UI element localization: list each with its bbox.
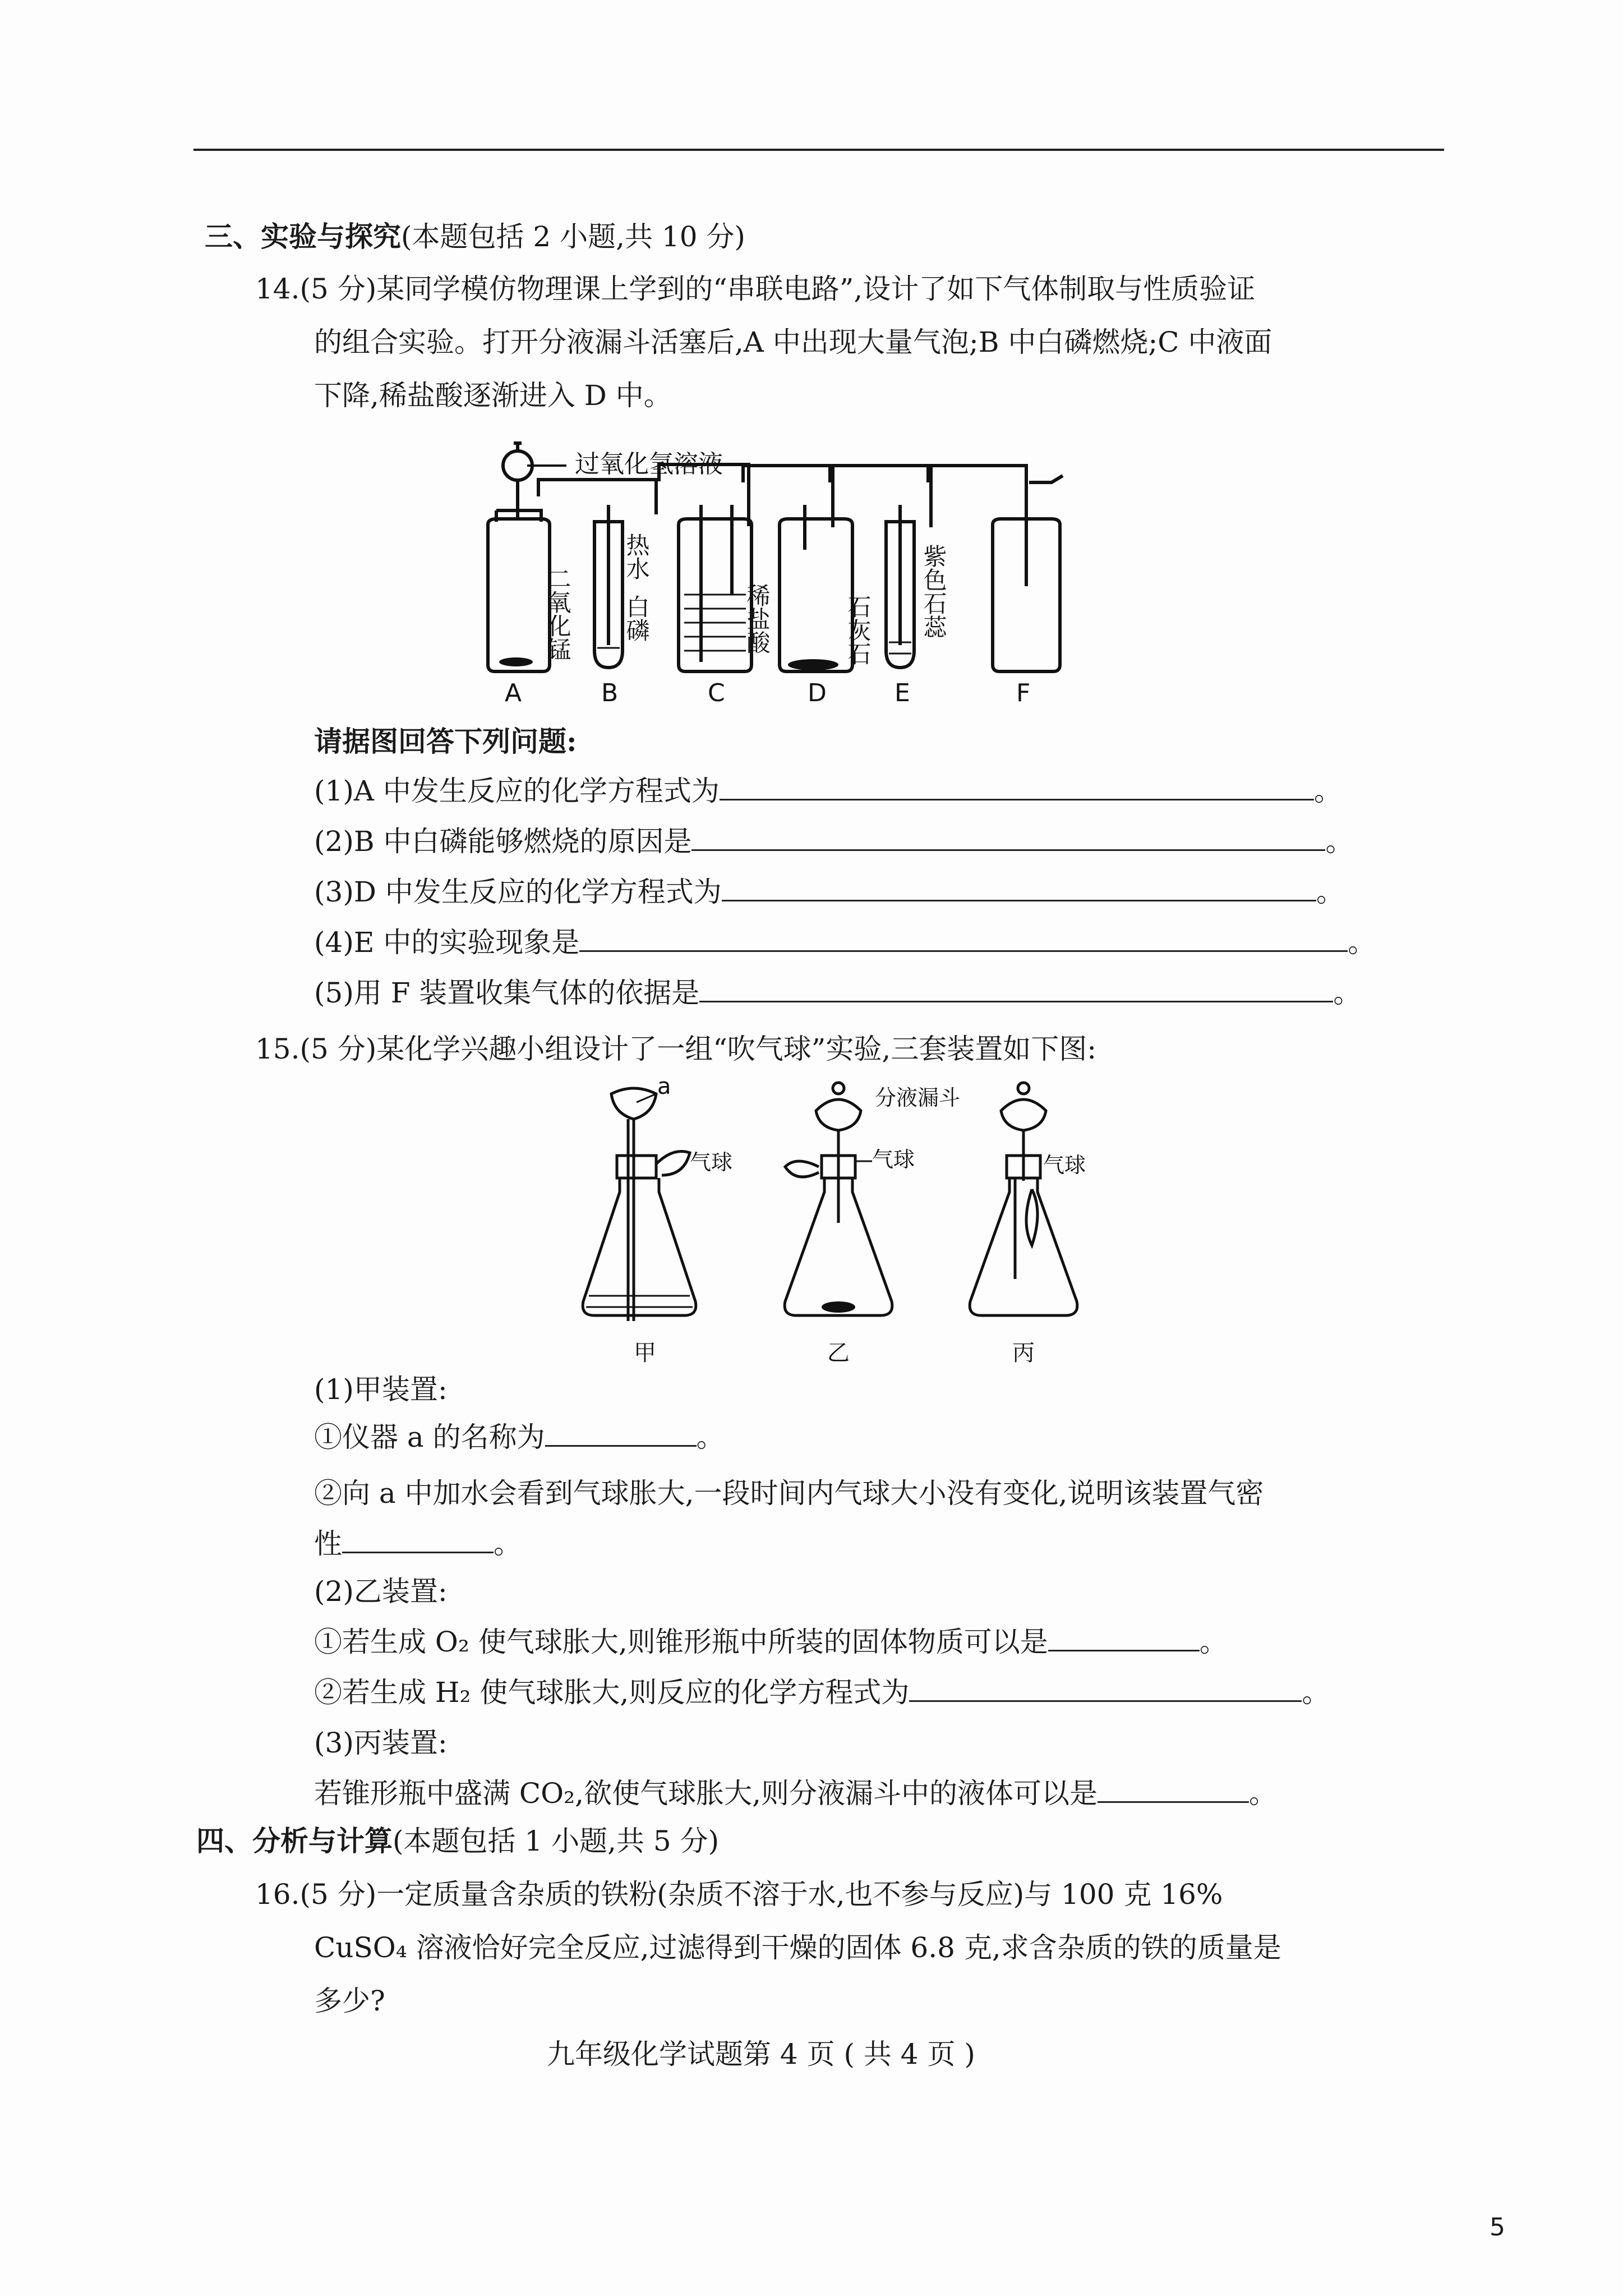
q16-line1: 16.(5 分)一定质量含杂质的铁粉(杂质不溶于水,也不参与反应)与 100 克 16% (255, 1878, 1223, 1911)
answer-blank[interactable] (720, 774, 1314, 800)
answer-blank[interactable] (342, 1527, 494, 1553)
q14-question-4: (4)E 中的实验现象是 。 (314, 926, 1376, 959)
sep-funnel-yi (816, 1099, 861, 1130)
q15-part2-q2: ②若生成 H₂ 使气球胀大,则反应的化学方程式为 。 (314, 1676, 1330, 1709)
q14-question-2: (2)B 中白磷能够燃烧的原因是 。 (314, 825, 1354, 858)
label-hydrogen-peroxide: 过氧化氢溶液 (575, 450, 723, 478)
label-a: a (657, 1077, 671, 1099)
flask-bing (970, 1178, 1077, 1315)
q14-question-1: (1)A 中发生反应的化学方程式为 。 (314, 775, 1342, 807)
q15-part2-q1: ①若生成 O₂ 使气球胀大,则锥形瓶中所装的固体物质可以是 。 (314, 1626, 1228, 1658)
answer-blank[interactable] (1098, 1777, 1249, 1803)
q15-part1-q2-line2: 性 。 (314, 1527, 522, 1560)
q14-line3: 下降,稀盐酸逐渐进入 D 中。 (314, 379, 672, 412)
q16-line2: CuSO₄ 溶液恰好完全反应,过滤得到干燥的固体 6.8 克,求含杂质的铁的质量是 (314, 1931, 1281, 1964)
label-balloon-yi: 气球 (872, 1147, 915, 1172)
label-white-phosphorus: 白磷 (623, 595, 651, 642)
label-litmus: 紫色石蕊 (920, 544, 948, 638)
balloon-yi (785, 1161, 819, 1177)
label-mno2: 二氧化锰 (544, 567, 572, 661)
section3-title: 三、实验与探究 (205, 220, 401, 253)
answer-blank[interactable] (691, 825, 1325, 851)
caption-yi: 乙 (827, 1340, 850, 1366)
letter-f: F (1016, 679, 1031, 707)
section4-note: (本题包括 1 小题,共 5 分) (393, 1825, 720, 1857)
answer-blank[interactable] (1048, 1625, 1200, 1651)
label-balloon-jia: 气球 (690, 1150, 733, 1175)
page-footer: 九年级化学试题第 4 页 ( 共 4 页 ) (547, 2038, 975, 2070)
label-dilute-hcl: 稀盐酸 (743, 583, 771, 654)
label-sep-funnel: 分液漏斗 (875, 1085, 961, 1110)
q15-part1-q2-line1: ②向 a 中加水会看到气球胀大,一段时间内气球大小没有变化,说明该装置气密 (314, 1477, 1264, 1510)
label-hot-water: 热水 (623, 533, 651, 580)
q14-line1: 14.(5 分)某同学模仿物理课上学到的“串联电路”,设计了如下气体制取与性质验证 (255, 273, 1256, 305)
q15-part3-q1: 若锥形瓶中盛满 CO₂,欲使气球胀大,则分液漏斗中的液体可以是 。 (314, 1777, 1277, 1810)
letter-a: A (505, 679, 522, 707)
caption-bing: 丙 (1012, 1340, 1035, 1366)
answer-blank[interactable] (722, 875, 1316, 901)
section4-title: 四、分析与计算 (196, 1824, 393, 1857)
q15-part1-q1: ①仪器 a 的名称为 。 (314, 1421, 725, 1453)
letter-b: B (601, 679, 619, 707)
q14-apparatus-figure (477, 426, 1206, 707)
q15-part2-title: (2)乙装置: (314, 1575, 448, 1608)
q15-balloon-figure (578, 1077, 1150, 1369)
flask-jia (583, 1178, 696, 1315)
bottle-d (780, 519, 852, 671)
q14-question-5: (5)用 F 装置收集气体的依据是 。 (314, 977, 1362, 1009)
answer-blank[interactable] (699, 976, 1333, 1002)
section3-heading (205, 219, 745, 255)
q15-intro: 15.(5 分)某化学兴趣小组设计了一组“吹气球”实验,三套装置如下图: (255, 1033, 1097, 1065)
q14-line2: 的组合实验。打开分液漏斗活塞后,A 中出现大量气泡;B 中白磷燃烧;C 中液面 (314, 326, 1272, 358)
sep-funnel-bing (1001, 1099, 1046, 1130)
q15-part3-title: (3)丙装置: (314, 1727, 448, 1759)
answer-blank[interactable] (579, 926, 1348, 952)
header-rule (193, 149, 1444, 151)
balloon-bing (1026, 1189, 1038, 1245)
bottle-a (488, 519, 550, 671)
caption-jia: 甲 (634, 1340, 656, 1366)
section3-note: (本题包括 2 小题,共 10 分) (401, 220, 745, 253)
label-balloon-bing: 气球 (1043, 1153, 1086, 1177)
label-limestone: 石灰石 (844, 595, 872, 665)
section4-heading (196, 1823, 719, 1859)
letter-d: D (808, 679, 827, 707)
funnel-jia (611, 1088, 656, 1119)
answer-blank[interactable] (545, 1420, 697, 1447)
q14-question-3: (3)D 中发生反应的化学方程式为 。 (314, 876, 1344, 908)
page-number: 5 (1490, 2213, 1505, 2242)
letter-e: E (895, 679, 910, 707)
answer-blank[interactable] (909, 1676, 1302, 1702)
q15-part1-title: (1)甲装置: (314, 1373, 448, 1406)
balloon-jia (656, 1152, 690, 1176)
letter-c: C (708, 679, 725, 707)
q16-line3: 多少? (314, 1985, 385, 2017)
q14-prompt: 请据图回答下列问题: (314, 725, 577, 758)
